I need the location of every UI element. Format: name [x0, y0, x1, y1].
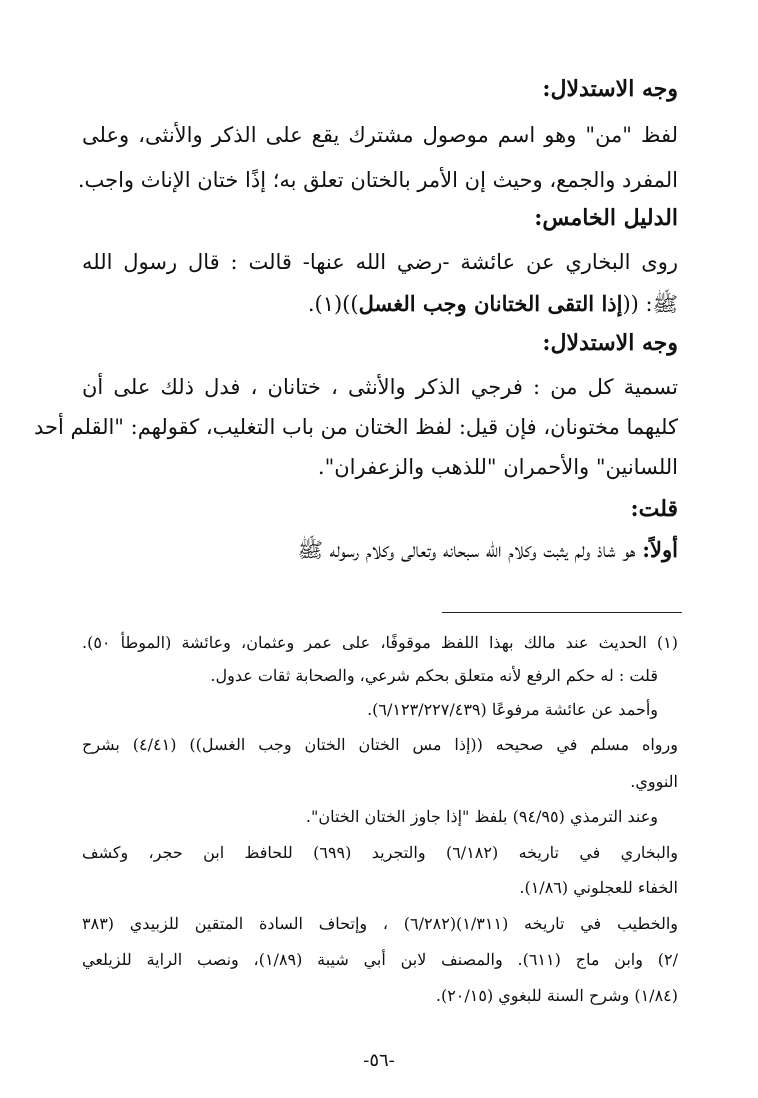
heading-fifth-evidence: الدليل الخامس:	[534, 205, 678, 231]
paragraph-2-line-1: روى البخاري عن عائشة -رضي الله عنها- قالت : قال رسول الله	[82, 250, 678, 274]
footnote-divider	[442, 612, 682, 613]
footnote-line-6: وعند الترمذي (٩٤/٩٥) بلفظ "إذا جاوز الختان الختان".	[305, 807, 658, 826]
footnote-line-10: /٢) وابن ماج (٦١١). والمصنف لابن أبي شيبة (١/٨٩)، ونصب الراية للزيلعي	[82, 950, 678, 969]
footnote-line-3: وأحمد عن عائشة مرفوعًا (٦/١٢٣/٢٢٧/٤٣٩).	[367, 700, 658, 719]
footnote-line-7: والبخاري في تاريخه (٦/١٨٢) والتجريد (٦٩٩) للحافظ ابن حجر، وكشف	[82, 843, 678, 862]
hadith-open: ﷺ: ((	[622, 292, 678, 316]
paragraph-2-line-2	[308, 291, 678, 317]
footnote-line-1: (١) الحديث عند مالك بهذا اللفظ موقوفًا، على عمر وعثمان، وعائشة (الموطأ ٥٠).	[82, 633, 678, 652]
hadith-close-footnote-ref: ))(١).	[307, 292, 359, 316]
footnote-line-9: والخطيب في تاريخه (١/٣١١)(٦/٢٨٢) ، وإتحاف السادة المتقين للزبيدي (٣٨٣	[82, 914, 678, 933]
paragraph-4-text: هو شاذ ولم يثبت وكلام الله سبحانه وتعالى وكلام رسوله ﷺ	[297, 538, 643, 562]
footnote-line-4: ورواه مسلم في صحيحه ((إذا مس الختان الختان وجب الغسل)) (٤/٤١) بشرح	[82, 735, 678, 754]
footnote-line-2: قلت : له حكم الرفع لأنه متعلق بحكم شرعي، والصحابة ثقات عدول.	[210, 666, 658, 685]
heading-evidence-inference-1: وجه الاستدلال:	[542, 76, 678, 102]
footnote-line-8: الخفاء للعجلوني (١/٨٦).	[519, 878, 678, 897]
footnote-line-5: النووي.	[630, 772, 678, 791]
firstly-label: أولاً:	[642, 537, 678, 562]
paragraph-3-line-1: تسمية كل من : فرجي الذكر والأنثى ، ختانان ، فدل ذلك على أن	[82, 375, 678, 399]
paragraph-1-line-2: المفرد والجمع، وحيث إن الأمر بالختان تعلق به؛ إذًا ختان الإناث واجب.	[77, 168, 678, 192]
heading-i-said: قلت:	[630, 496, 678, 522]
paragraph-4-line-1	[298, 537, 678, 563]
hadith-text: إذا التقى الختانان وجب الغسل	[358, 291, 623, 316]
paragraph-3-line-2: كليهما مختونان، فإن قيل: لفظ الختان من باب التغليب، كقولهم: "القلم أحد	[34, 415, 678, 439]
footnote-line-11: (١/٨٤) وشرح السنة للبغوي (٢٠/١٥).	[435, 986, 678, 1005]
paragraph-1-line-1: لفظ "من" وهو اسم موصول مشترك يقع على الذكر والأنثى، وعلى	[82, 123, 678, 147]
page-number: -٥٦-	[363, 1050, 395, 1071]
paragraph-3-line-3: اللسانين" والأحمران "للذهب والزعفران".	[317, 455, 678, 479]
heading-evidence-inference-2: وجه الاستدلال:	[542, 330, 678, 356]
